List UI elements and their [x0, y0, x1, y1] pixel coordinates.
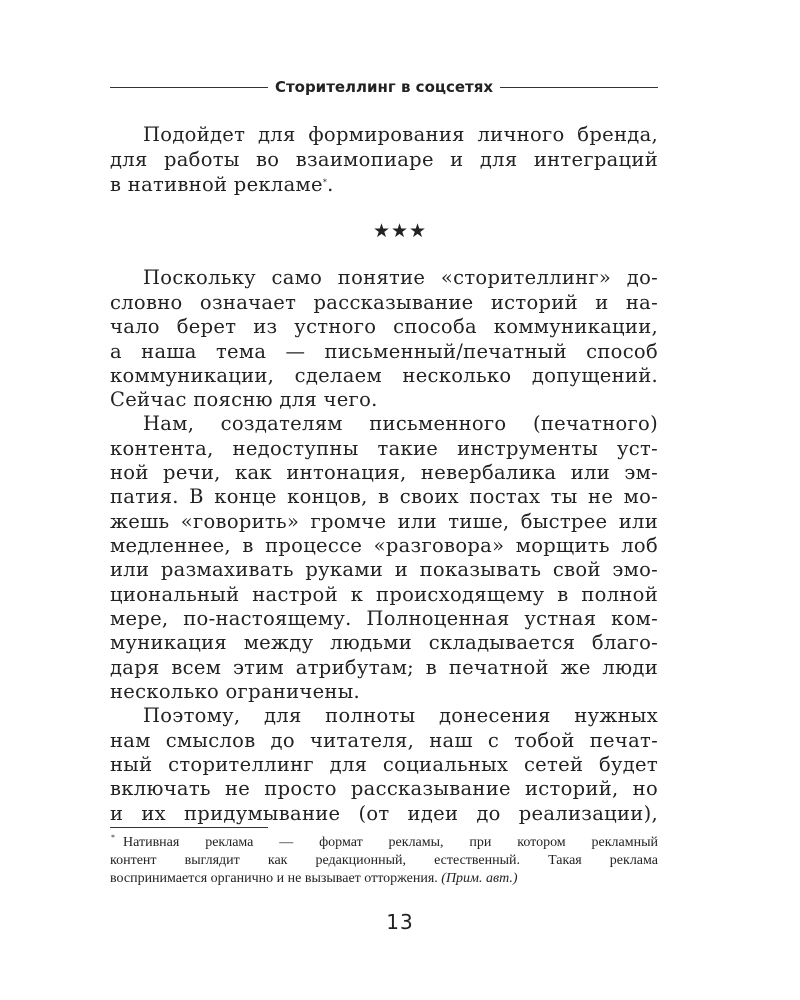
- text-line: чало берет из устного способа коммуникации,: [110, 315, 658, 338]
- running-header-title: Сторителлинг в соцсетях: [274, 78, 494, 96]
- footnote-reference: *: [322, 178, 328, 187]
- text-line: Поскольку само понятие «сторителлинг» до-: [143, 266, 658, 289]
- text-line: Нам, создателям письменного (печатного): [143, 412, 658, 435]
- text-line: ной речи, как интонация, невербалика или эм-: [110, 461, 658, 484]
- text-line: или размахивать руками и показывать свой эмо-: [110, 558, 658, 581]
- page-number: 13: [386, 910, 414, 934]
- footnote-attribution: (Прим. авт.): [441, 871, 518, 886]
- text-line: в нативной рекламе*.: [110, 173, 334, 196]
- text-line: и их придумывание (от идеи до реализации),: [110, 802, 658, 825]
- text-line: ный сторителлинг для социальных сетей будет: [110, 753, 658, 776]
- text-line: мере, по-настоящему. Полноценная устная ком-: [110, 607, 658, 630]
- text-line: коммуникации, сделаем несколько допущений.: [110, 364, 658, 387]
- text-line: а наша тема — письменный/печатный способ: [110, 340, 658, 363]
- text-line: Сейчас поясню для чего.: [110, 388, 378, 411]
- footnote-rule: [110, 827, 268, 828]
- section-separator: ★★★: [372, 220, 428, 242]
- text-line: контента, недоступны такие инструменты уст-: [110, 437, 658, 460]
- text-line: Подойдет для формирования личного бренда,: [143, 123, 658, 146]
- text-line: циональный настрой к происходящему в полной: [110, 583, 658, 606]
- text-line: словно означает рассказывание историй и на-: [110, 291, 658, 314]
- text-line: патия. В конце концов, в своих постах ты не мо-: [110, 485, 658, 508]
- text-line: даря всем этим атрибутам; в печатной же люди: [110, 656, 658, 679]
- text-line: нам смыслов до читателя, наш с тобой печат-: [110, 729, 658, 752]
- text-line: Поэтому, для полноты донесения нужных: [143, 704, 658, 727]
- text-line: медленнее, в процессе «разговора» морщить лоб: [110, 534, 658, 557]
- text-line: включать не просто рассказывание историй, но: [110, 777, 658, 800]
- footnote-line: контент выглядит как редакционный, естественный. Такая реклама: [110, 853, 658, 868]
- text-line: для работы во взаимопиаре и для интеграций: [110, 148, 658, 171]
- footnote-line: воспринимается органично и не вызывает отторжения. (Прим. авт.): [110, 871, 518, 886]
- footnote-line: Нативная реклама — формат рекламы, при котором рекламный: [123, 835, 658, 850]
- header-rule-right: [500, 87, 658, 88]
- footnote-mark: *: [111, 833, 115, 842]
- text-line: муникация между людьми складывается благо-: [110, 631, 658, 654]
- running-header: [110, 78, 658, 96]
- text-line: несколько ограничены.: [110, 680, 361, 703]
- header-rule-left: [110, 87, 268, 88]
- text-line: жешь «говорить» громче или тише, быстрее или: [110, 510, 658, 533]
